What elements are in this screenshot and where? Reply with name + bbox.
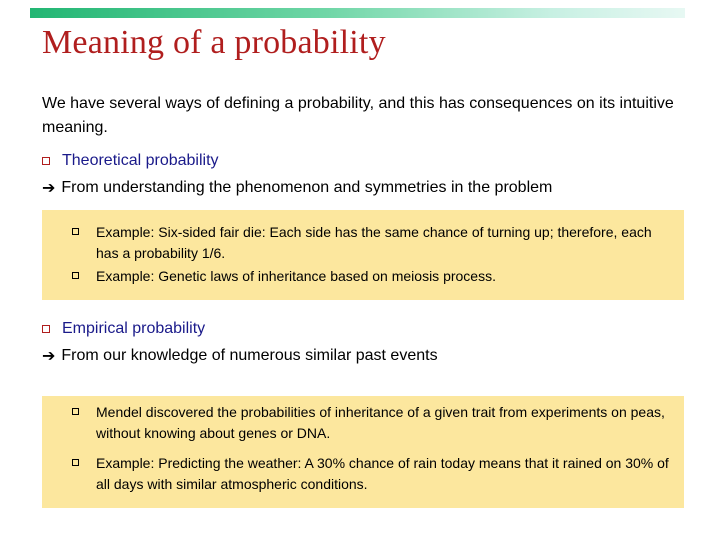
example-text: Example: Six-sided fair die: Each side has the same chance of turning up; therefore, each has a probability 1/6. bbox=[96, 224, 652, 261]
right-arrow-icon: ➔ bbox=[42, 348, 56, 365]
slide-title: Meaning of a probability bbox=[42, 24, 386, 61]
square-bullet-icon bbox=[42, 157, 50, 165]
examples-box-theoretical bbox=[42, 210, 684, 300]
square-bullet-icon bbox=[72, 228, 79, 235]
title-accent-bar bbox=[30, 8, 685, 18]
arrow-line-empirical bbox=[42, 346, 438, 366]
square-bullet-icon bbox=[72, 408, 79, 415]
section-heading-label: Empirical probability bbox=[62, 320, 206, 337]
examples-box-empirical bbox=[42, 396, 684, 508]
section-heading-theoretical bbox=[42, 150, 219, 172]
intro-paragraph: We have several ways of defining a probability, and this has consequences on its intuitive meaning. bbox=[42, 95, 674, 136]
arrow-line-text: From understanding the phenomenon and symmetries in the problem bbox=[61, 179, 553, 196]
example-text: Example: Genetic laws of inheritance based on meiosis process. bbox=[96, 268, 496, 284]
square-bullet-icon bbox=[72, 272, 79, 279]
example-text: Example: Predicting the weather: A 30% chance of rain today means that it rained on 30% of all days with similar atmospheric conditions. bbox=[96, 455, 669, 492]
section-heading-empirical bbox=[42, 318, 205, 340]
example-text: Mendel discovered the probabilities of inheritance of a given trait from experiments on peas, without knowing about genes or DNA. bbox=[96, 404, 665, 441]
square-bullet-icon bbox=[42, 325, 50, 333]
right-arrow-icon: ➔ bbox=[42, 180, 56, 197]
section-heading-label: Theoretical probability bbox=[62, 152, 219, 169]
arrow-line-theoretical bbox=[42, 178, 552, 198]
arrow-line-text: From our knowledge of numerous similar past events bbox=[61, 347, 438, 364]
square-bullet-icon bbox=[72, 459, 79, 466]
